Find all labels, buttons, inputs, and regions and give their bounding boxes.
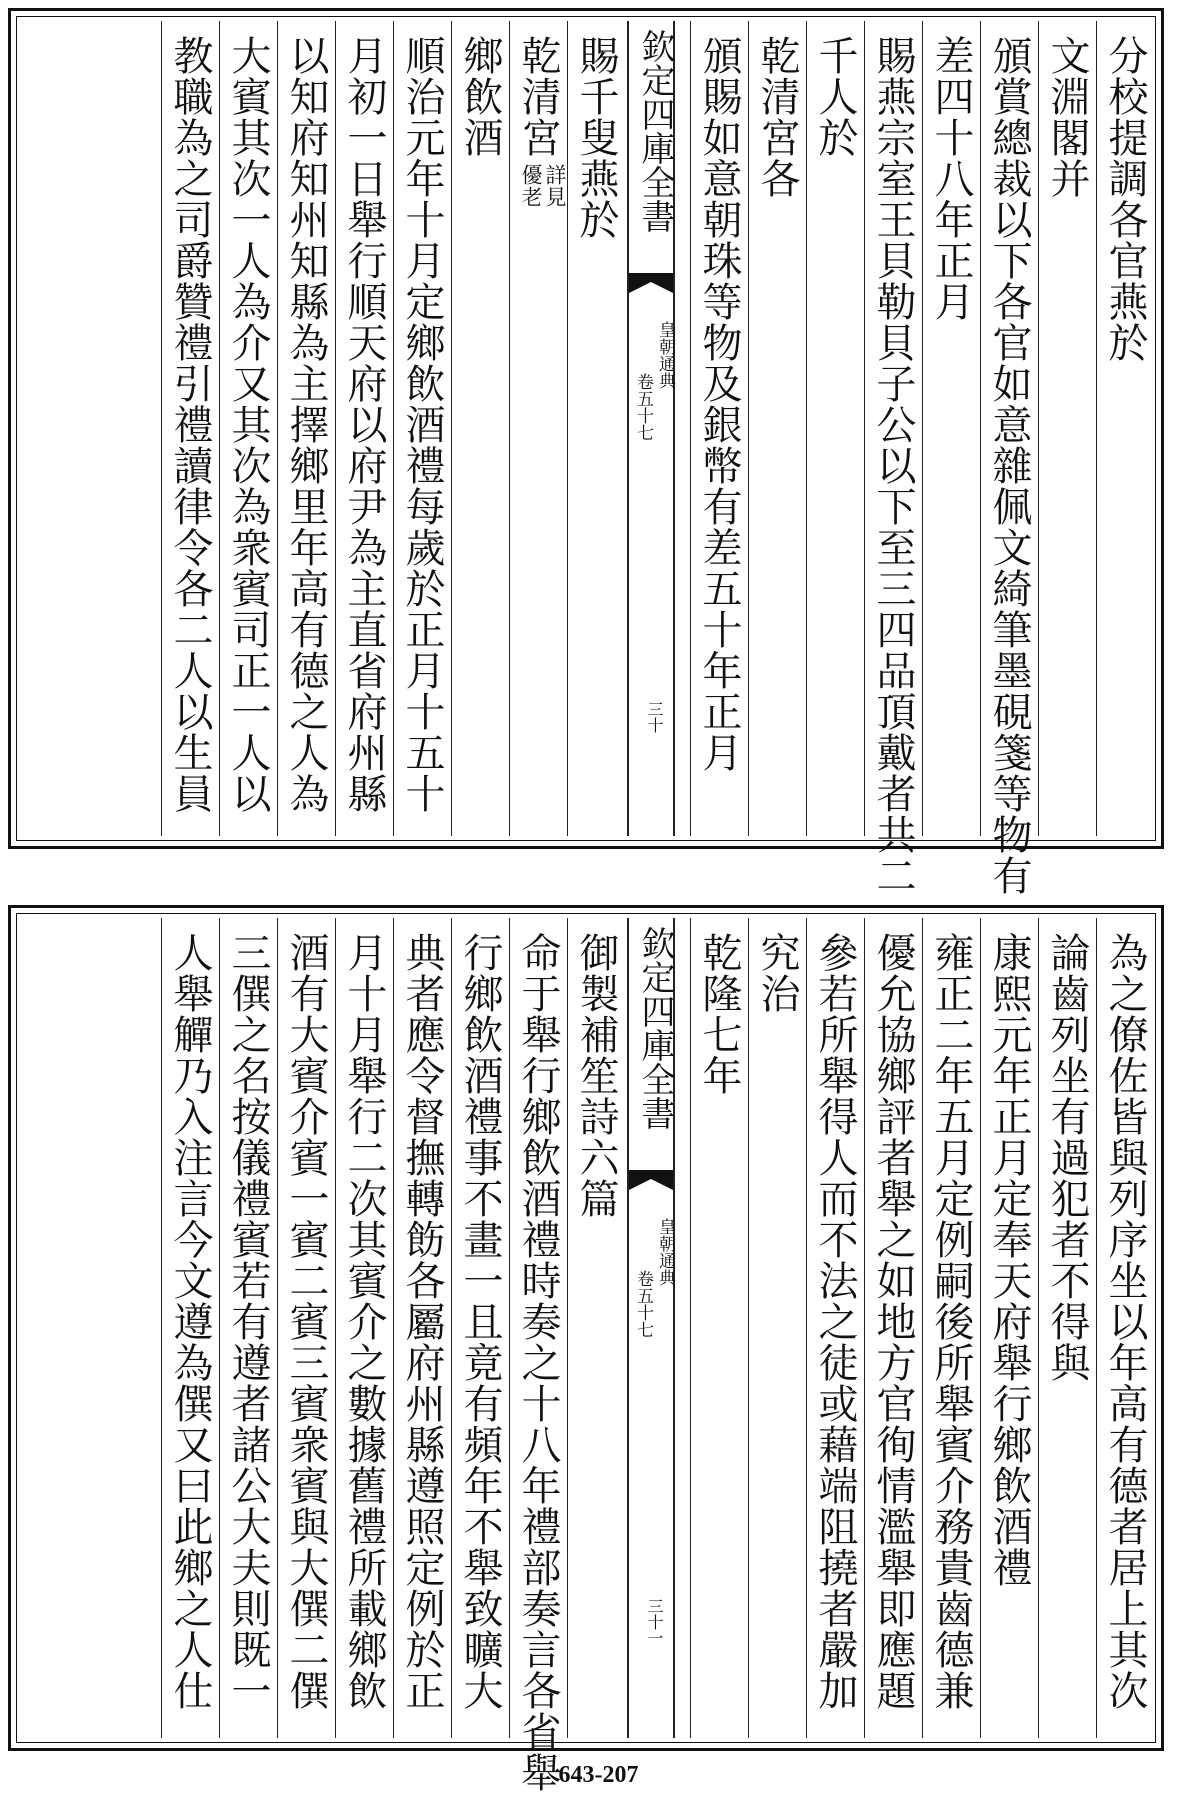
text-column: 分校提調各官燕於: [1096, 21, 1154, 836]
text-column: 文淵閣并: [1038, 21, 1096, 836]
text-column: 為之僚佐皆與列序坐以年高有德者居上其次: [1096, 918, 1154, 1738]
text-column: 參若所舉得人而不法之徒或藉端阻撓者嚴加: [806, 918, 864, 1738]
center-margin-strip: [627, 918, 675, 1738]
fishtail-ornament-icon: [629, 273, 673, 293]
text-column: 人舉觶乃入注言今文遵為僎又曰此鄉之人仕: [161, 918, 219, 1738]
book-title: 皇朝通典: [655, 1218, 675, 1286]
volume-label: 卷五十七: [633, 373, 653, 441]
text-column: 命于舉行鄉飲酒禮時奏之十八年禮部奏言各省舉: [509, 918, 567, 1738]
text-column: 雍正二年五月定例嗣後所舉賓介務貴齒德兼: [922, 918, 980, 1738]
text-column: 頒賞總裁以下各官如意雜佩文綺筆墨硯箋等物有: [980, 21, 1038, 836]
annotation-line: 詳見: [543, 164, 567, 208]
text-column: 月十月舉行二次其賓介之數據舊禮所載鄉飲: [335, 918, 393, 1738]
text-column: 賜燕宗室王貝勒貝子公以下至三四品頂戴者共二: [864, 21, 922, 836]
text-column: 三僎之名按儀禮賓若有遵者諸公大夫則既一: [219, 918, 277, 1738]
annotation-line: 優老: [519, 164, 543, 208]
text-column: 鄉飲酒: [451, 21, 509, 836]
text-column: 乾清宮各: [748, 21, 806, 836]
text-column: 大賓其次一人為介又其次為衆賓司正一人以: [219, 21, 277, 836]
leaf-number: 三十一: [645, 1598, 664, 1646]
text-column: 酒有大賓介賓一賓二賓三賓衆賓與大僎二僎: [277, 918, 335, 1738]
text-column: 乾隆七年: [690, 918, 748, 1738]
column-main-text: 乾清宮: [515, 35, 561, 158]
text-column: 差四十八年正月: [922, 21, 980, 836]
text-column: 頒賜如意朝珠等物及銀幣有差五十年正月: [690, 21, 748, 836]
book-title: 皇朝通典: [655, 321, 675, 389]
text-column: 以知府知州知縣為主擇鄉里年高有德之人為: [277, 21, 335, 836]
text-column: 千人於: [806, 21, 864, 836]
text-column: 究治: [748, 918, 806, 1738]
text-column: 順治元年十月定鄉飲酒禮每歲於正月十五十: [393, 21, 451, 836]
text-column: 教職為之司爵贊禮引禮讀律令各二人以生員: [161, 21, 219, 836]
text-column: 行鄉飲酒禮事不畫一且竟有頻年不舉致曠大: [451, 918, 509, 1738]
series-title: 欽定四庫全書: [635, 926, 675, 1130]
page-number: 643-207: [558, 1762, 639, 1788]
annotation-note: [519, 164, 567, 208]
series-title: 欽定四庫全書: [635, 29, 675, 233]
text-column: 優允協鄉評者舉之如地方官徇情濫舉即應題: [864, 918, 922, 1738]
text-column: 典者應令督撫轉飭各屬府州縣遵照定例於正: [393, 918, 451, 1738]
top-page-frame: [8, 8, 1164, 896]
text-column: 賜千叟燕於: [567, 21, 625, 836]
text-column: 月初一日舉行順天府以府尹為主直省府州縣: [335, 21, 393, 836]
text-column: [509, 21, 567, 836]
text-column: 論齒列坐有過犯者不得與: [1038, 918, 1096, 1738]
leaf-number: 三十: [645, 701, 664, 733]
volume-label: 卷五十七: [633, 1270, 653, 1338]
text-column: 康熙元年正月定奉天府舉行鄉飲酒禮: [980, 918, 1038, 1738]
text-column: 御製補笙詩六篇: [567, 918, 625, 1738]
center-margin-strip: [627, 21, 675, 836]
fishtail-ornament-icon: [629, 1170, 673, 1190]
